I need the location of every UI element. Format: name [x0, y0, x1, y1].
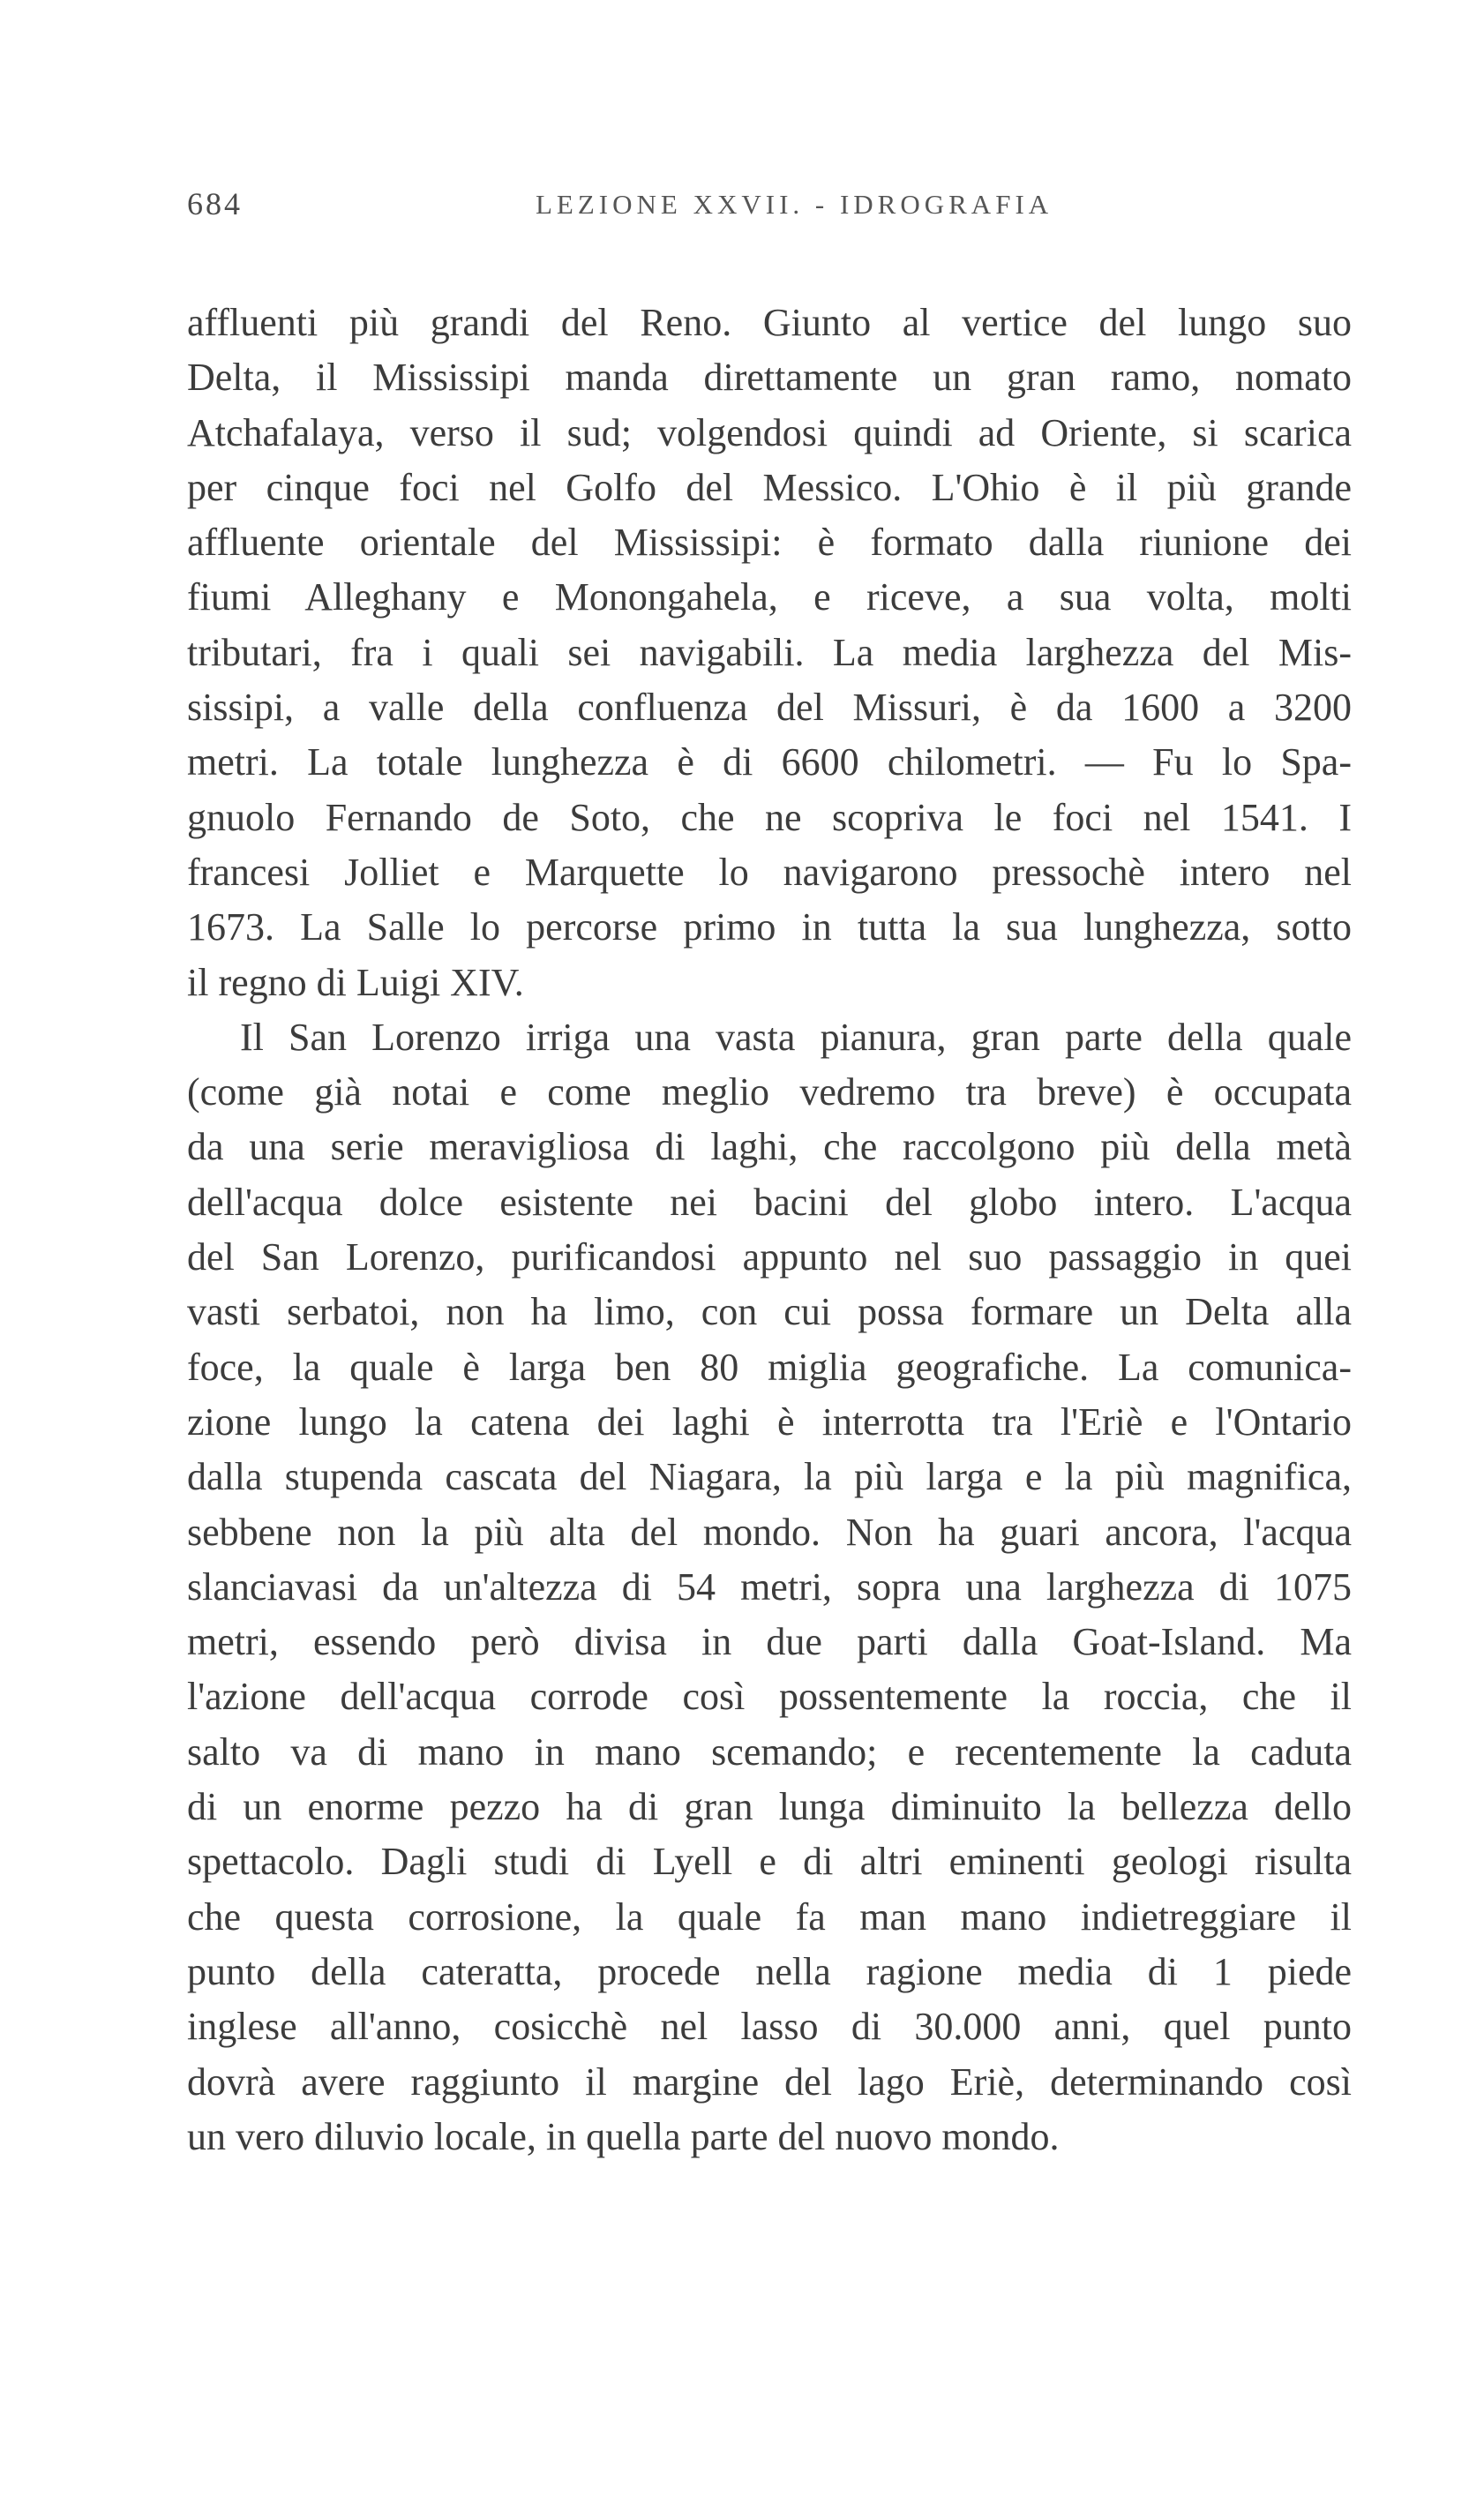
text-line: dell'acqua dolce esistente nei bacini del globo intero. L'acqua	[187, 1180, 1352, 1224]
paragraph	[187, 296, 1352, 1010]
text-line: che questa corrosione, la quale fa man mano indietreggiare il	[187, 1894, 1352, 1939]
text-line: 1673. La Salle lo percorse primo in tutta la sua lunghezza, sotto	[187, 905, 1352, 949]
text-line: punto della cateratta, procede nella ragione media di 1 piede	[187, 1949, 1352, 1993]
text-line: inglese all'anno, cosicchè nel lasso di 30.000 anni, quel punto	[187, 2005, 1352, 2049]
text-line: (come già notai e come meglio vedremo tra breve) è occupata	[187, 1070, 1352, 1114]
text-line: dalla stupenda cascata del Niagara, la più larga e la più magnifica,	[187, 1455, 1352, 1499]
text-line: l'azione dell'acqua corrode così possentemente la roccia, che il	[187, 1675, 1352, 1719]
text-line: metri, essendo però divisa in due parti dalla Goat-Island. Ma	[187, 1620, 1352, 1664]
text-line: Delta, il Mississipi manda direttamente un gran ramo, nomato	[187, 356, 1352, 400]
text-line: per cinque foci nel Golfo del Messico. L'Ohio è il più grande	[187, 465, 1352, 509]
text-line: foce, la quale è larga ben 80 miglia geografiche. La comunica-	[187, 1345, 1352, 1389]
text-line: il regno di Luigi XIV.	[187, 960, 524, 1004]
running-head: LEZIONE XXVII. - IDROGRAFIA	[536, 189, 1053, 220]
text-line: tributari, fra i quali sei navigabili. La media larghezza del Mis-	[187, 630, 1352, 674]
text-line: da una serie meravigliosa di laghi, che raccolgono più della metà	[187, 1125, 1352, 1169]
text-line: dovrà avere raggiunto il margine del lago Eriè, determinando così	[187, 2059, 1352, 2104]
text-line: affluente orientale del Mississipi: è formato dalla riunione dei	[187, 521, 1352, 565]
text-line: spettacolo. Dagli studi di Lyell e di altri eminenti geologi risulta	[187, 1840, 1352, 1884]
text-line: del San Lorenzo, purificandosi appunto nel suo passaggio in quei	[187, 1235, 1352, 1279]
text-line: gnuolo Fernando de Soto, che ne scopriva le foci nel 1541. I	[187, 795, 1352, 839]
page-header	[187, 185, 1352, 238]
text-line: Atchafalaya, verso il sud; volgendosi quindi ad Oriente, si scarica	[187, 410, 1352, 454]
text-line: francesi Jolliet e Marquette lo navigarono pressochè intero nel	[187, 850, 1352, 894]
text-line: zione lungo la catena dei laghi è interrotta tra l'Eriè e l'Ontario	[187, 1399, 1352, 1444]
text-line: vasti serbatoi, non ha limo, con cui possa formare un Delta alla	[187, 1290, 1352, 1334]
text-line: affluenti più grandi del Reno. Giunto al vertice del lungo suo	[187, 301, 1352, 344]
text-line: sebbene non la più alta del mondo. Non ha guari ancora, l'acqua	[187, 1510, 1352, 1554]
text-line: salto va di mano in mano scemando; e recentemente la caduta	[187, 1729, 1352, 1774]
text-line: sissipi, a valle della confluenza del Missuri, è da 1600 a 3200	[187, 686, 1352, 730]
text-line: slanciavasi da un'altezza di 54 metri, sopra una larghezza di 1075	[187, 1564, 1352, 1609]
page-number: 684	[187, 186, 243, 221]
body-text	[187, 296, 1352, 2164]
text-line: Il San Lorenzo irriga una vasta pianura, gran parte della quale	[240, 1015, 1352, 1059]
text-line: metri. La totale lunghezza è di 6600 chilometri. — Fu lo Spa-	[187, 740, 1352, 784]
text-line: un vero diluvio locale, in quella parte del nuovo mondo.	[187, 2114, 1060, 2158]
paragraph	[187, 1010, 1352, 2164]
text-line: di un enorme pezzo ha di gran lunga diminuito la bellezza dello	[187, 1785, 1352, 1829]
text-line: fiumi Alleghany e Monongahela, e riceve, a sua volta, molti	[187, 575, 1352, 619]
